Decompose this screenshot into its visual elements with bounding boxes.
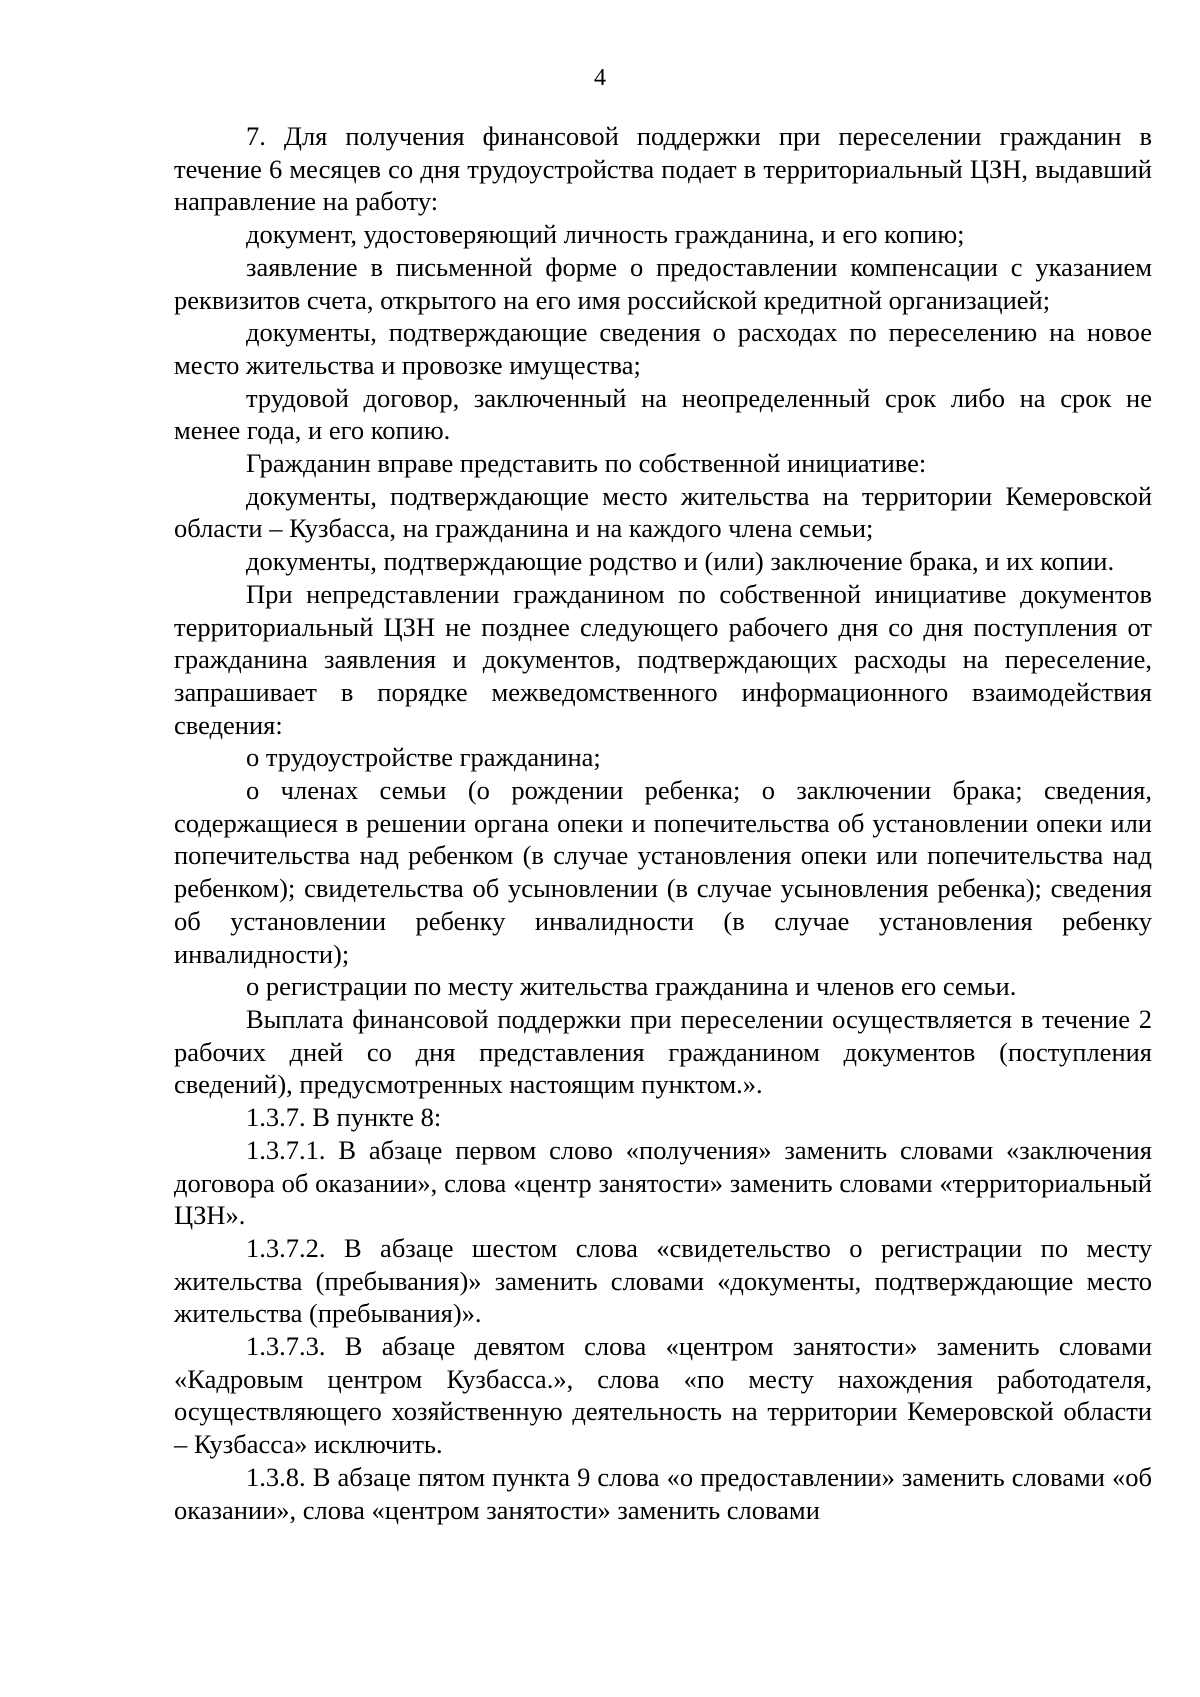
paragraph-1-3-7: 1.3.7. В пункте 8: <box>246 1102 442 1133</box>
paragraph-kinship-documents: документы, подтверждающие родство и (или) заключение брака, и их копии. <box>246 546 1115 577</box>
paragraph-family-members: о членах семьи (о рождении ребенка; о заключении брака; сведения, содержащиеся в решении органа опеки и попечительства об установлении опеки или попечительства над ребенком (в случае установления опеки или попечительства над ребенком); свидетельства об усыновлении (в случае усыновления ребенка); сведения об установлении ребенку инвалидности (в случае установления ребенку инвалидности); <box>174 775 1152 969</box>
paragraph-interagency-request: При непредставлении гражданином по собственной инициативе документов территориальный ЦЗН не позднее следующего рабочего дня со дня поступления от гражданина заявления и документов, подтверждающих расходы на переселение, запрашивает в порядке межведомственного информационного взаимодействия сведения: <box>174 578 1152 740</box>
paragraph-registration: о регистрации по месту жительства гражданина и членов его семьи. <box>246 971 1017 1002</box>
paragraph-item-7: 7. Для получения финансовой поддержки при переселении гражданин в течение 6 месяцев со дня трудоустройства подает в территориальный ЦЗН, выдавший направление на работу: <box>174 121 1152 217</box>
paragraph-own-initiative: Гражданин вправе представить по собственной инициативе: <box>246 448 927 479</box>
paragraph-employment-info: о трудоустройстве гражданина; <box>246 742 601 773</box>
paragraph-expense-documents: документы, подтверждающие сведения о расходах по переселению на новое место жительства и провозке имущества; <box>174 317 1152 380</box>
paragraph-1-3-7-2: 1.3.7.2. В абзаце шестом слова «свидетельство о регистрации по месту жительства (пребывания)» заменить словами «документы, подтверждающие место жительства (пребывания)». <box>174 1232 1152 1329</box>
paragraph-identity-document: документ, удостоверяющий личность гражданина, и его копию; <box>246 219 965 250</box>
document-body <box>174 120 1152 1526</box>
paragraph-payment: Выплата финансовой поддержки при переселении осуществляется в течение 2 рабочих дней со дня представления гражданином документов (поступления сведений), предусмотренных настоящим пунктом.». <box>174 1003 1152 1100</box>
paragraph-1-3-8: 1.3.8. В абзаце пятом пункта 9 слова «о предоставлении» заменить словами «об оказании», слова «центром занятости» заменить словами <box>174 1461 1152 1525</box>
paragraph-residence-documents: документы, подтверждающие место жительства на территории Кемеровской области – Кузбасса, на гражданина и на каждого члена семьи; <box>174 480 1152 544</box>
paragraph-1-3-7-3: 1.3.7.3. В абзаце девятом слова «центром занятости» заменить словами «Кадровым центром Кузбасса.», слова «по месту нахождения работодателя, осуществляющего хозяйственную деятельность на территории Кемеровской области – Кузбасса» исключить. <box>174 1331 1152 1460</box>
paragraph-application: заявление в письменной форме о предоставлении компенсации с указанием реквизитов счета, открытого на его имя российской кредитной организацией; <box>174 251 1152 315</box>
paragraph-labor-contract: трудовой договор, заключенный на неопределенный срок либо на срок не менее года, и его копию. <box>174 382 1152 446</box>
page-number: 4 <box>594 65 606 91</box>
paragraph-1-3-7-1: 1.3.7.1. В абзаце первом слово «получения» заменить словами «заключения договора об оказании», слова «центр занятости» заменить словами «территориальный ЦЗН». <box>174 1134 1152 1231</box>
